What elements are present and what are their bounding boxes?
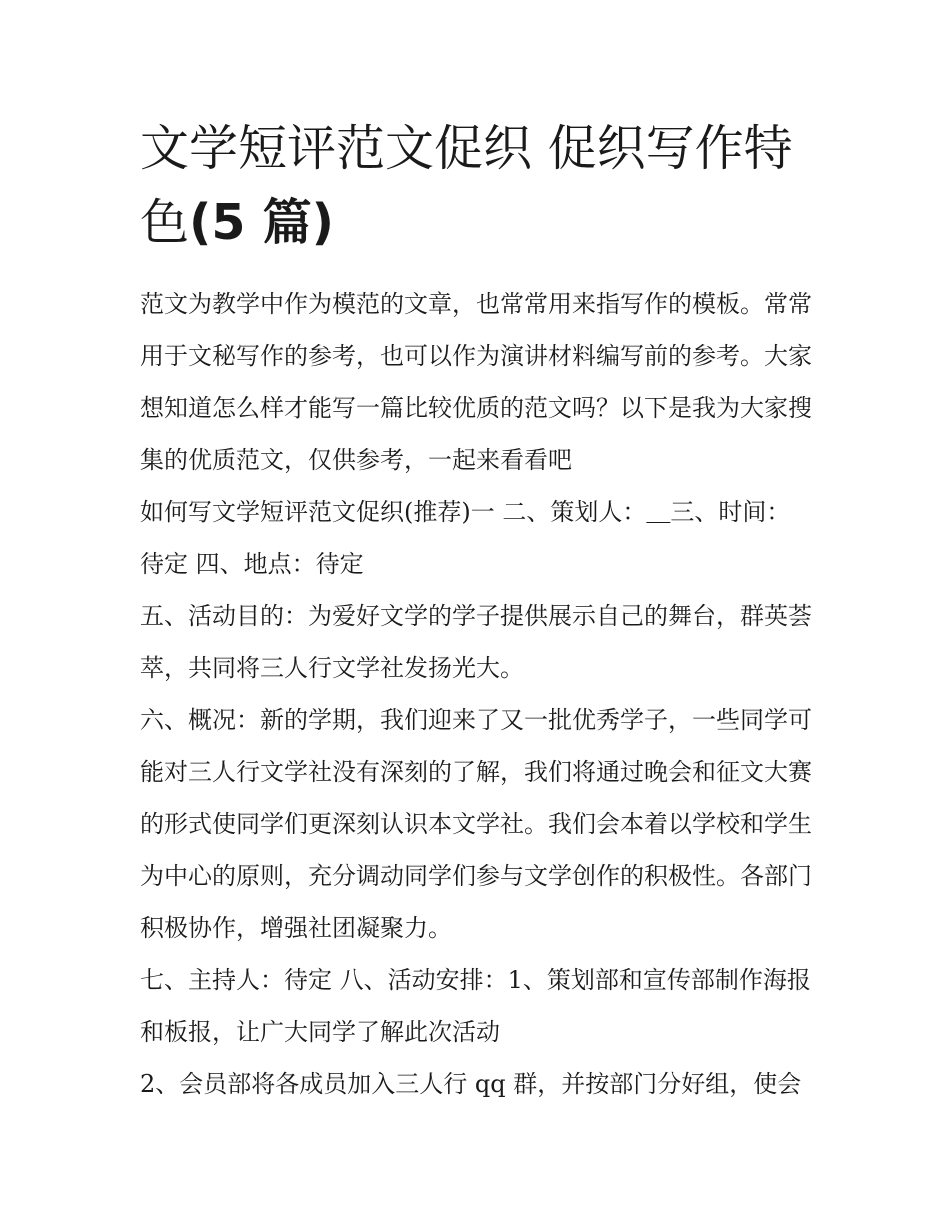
intro-paragraph: 范文为教学中作为模范的文章，也常常用来指写作的模板。常常用于文秘写作的参考，也可以作为演讲材料编写前的参考。大家想知道怎么样才能写一篇比较优质的范文吗？以下是我为大家搜集的优质范文，仅供参考，一起来看看吧 xyxy=(140,290,812,474)
title-line-1: 文学短评范文促织 促织写作特 xyxy=(140,120,793,177)
document-title xyxy=(140,112,812,260)
paragraph-planner-time-place: 如何写文学短评范文促织(推荐)一 二、策划人：＿三、时间：待定 四、地点：待定 xyxy=(140,498,791,578)
title-line-2-number: (5 篇) xyxy=(189,194,334,251)
document-body xyxy=(140,278,812,1110)
title-line-2-prefix: 色 xyxy=(140,194,190,251)
paragraph-host-schedule: 七、主持人：待定 八、活动安排：1、策划部和宣传部制作海报和板报，让广大同学了解此次活动 xyxy=(140,966,811,1046)
paragraph-overview: 六、概况：新的学期，我们迎来了又一批优秀学子，一些同学可能对三人行文学社没有深刻的了解，我们将通过晚会和征文大赛的形式使同学们更深刻认识本文学社。我们会本着以学校和学生为中心的原则，充分调动同学们参与文学创作的积极性。各部门积极协作，增强社团凝聚力。 xyxy=(140,706,812,942)
document-content xyxy=(140,112,812,1110)
paragraph-purpose: 五、活动目的：为爱好文学的学子提供展示自己的舞台，群英荟萃，共同将三人行文学社发扬光大。 xyxy=(140,602,812,682)
paragraph-member-groups: 2、会员部将各成员加入三人行 qq 群，并按部门分好组，使会 xyxy=(140,1070,802,1098)
